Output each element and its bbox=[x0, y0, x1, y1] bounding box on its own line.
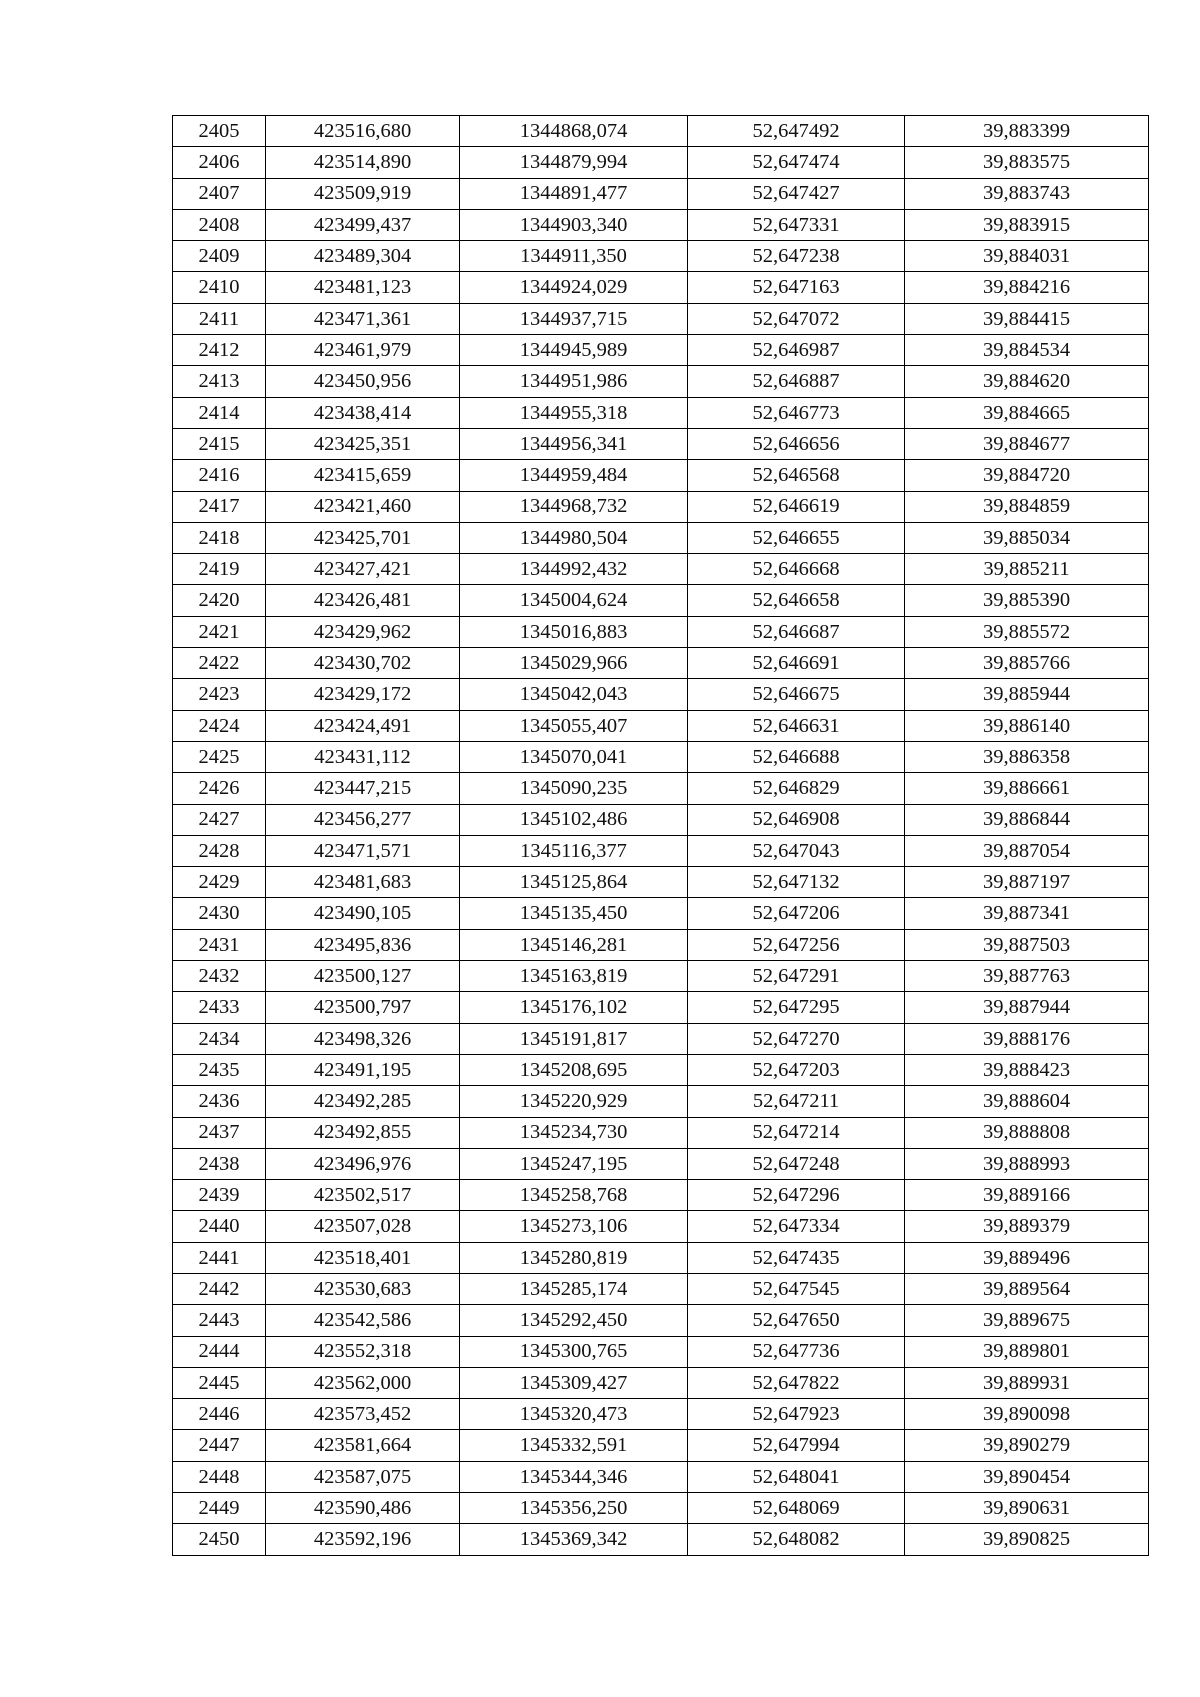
y-coordinate-cell: 1344924,029 bbox=[460, 272, 688, 303]
table-row bbox=[173, 116, 1149, 147]
x-coordinate-cell: 423500,127 bbox=[266, 961, 460, 992]
y-coordinate-cell: 1344945,989 bbox=[460, 335, 688, 366]
point-number-cell: 2437 bbox=[173, 1117, 266, 1148]
latitude-cell: 52,646688 bbox=[688, 741, 905, 772]
y-coordinate-cell: 1345258,768 bbox=[460, 1180, 688, 1211]
y-coordinate-cell: 1344959,484 bbox=[460, 460, 688, 491]
table-row bbox=[173, 1336, 1149, 1367]
y-coordinate-cell: 1345280,819 bbox=[460, 1242, 688, 1273]
point-number-cell: 2414 bbox=[173, 397, 266, 428]
x-coordinate-cell: 423552,318 bbox=[266, 1336, 460, 1367]
latitude-cell: 52,647203 bbox=[688, 1054, 905, 1085]
x-coordinate-cell: 423499,437 bbox=[266, 209, 460, 240]
table-row bbox=[173, 303, 1149, 334]
y-coordinate-cell: 1345146,281 bbox=[460, 929, 688, 960]
latitude-cell: 52,647214 bbox=[688, 1117, 905, 1148]
y-coordinate-cell: 1345273,106 bbox=[460, 1211, 688, 1242]
y-coordinate-cell: 1345070,041 bbox=[460, 741, 688, 772]
longitude-cell: 39,889564 bbox=[905, 1273, 1149, 1304]
latitude-cell: 52,647132 bbox=[688, 867, 905, 898]
table-row bbox=[173, 1273, 1149, 1304]
y-coordinate-cell: 1344891,477 bbox=[460, 178, 688, 209]
y-coordinate-cell: 1345356,250 bbox=[460, 1493, 688, 1524]
longitude-cell: 39,888808 bbox=[905, 1117, 1149, 1148]
latitude-cell: 52,648082 bbox=[688, 1524, 905, 1555]
y-coordinate-cell: 1344955,318 bbox=[460, 397, 688, 428]
coordinates-table-body bbox=[173, 116, 1149, 1556]
table-row bbox=[173, 898, 1149, 929]
point-number-cell: 2405 bbox=[173, 116, 266, 147]
latitude-cell: 52,646829 bbox=[688, 773, 905, 804]
y-coordinate-cell: 1344951,986 bbox=[460, 366, 688, 397]
x-coordinate-cell: 423496,976 bbox=[266, 1148, 460, 1179]
y-coordinate-cell: 1345285,174 bbox=[460, 1273, 688, 1304]
longitude-cell: 39,885211 bbox=[905, 554, 1149, 585]
y-coordinate-cell: 1344868,074 bbox=[460, 116, 688, 147]
longitude-cell: 39,887944 bbox=[905, 992, 1149, 1023]
point-number-cell: 2450 bbox=[173, 1524, 266, 1555]
x-coordinate-cell: 423502,517 bbox=[266, 1180, 460, 1211]
point-number-cell: 2442 bbox=[173, 1273, 266, 1304]
point-number-cell: 2440 bbox=[173, 1211, 266, 1242]
longitude-cell: 39,884415 bbox=[905, 303, 1149, 334]
x-coordinate-cell: 423425,701 bbox=[266, 522, 460, 553]
table-row bbox=[173, 710, 1149, 741]
table-row bbox=[173, 522, 1149, 553]
point-number-cell: 2434 bbox=[173, 1023, 266, 1054]
x-coordinate-cell: 423492,285 bbox=[266, 1086, 460, 1117]
table-row bbox=[173, 585, 1149, 616]
x-coordinate-cell: 423421,460 bbox=[266, 491, 460, 522]
latitude-cell: 52,646658 bbox=[688, 585, 905, 616]
longitude-cell: 39,890098 bbox=[905, 1399, 1149, 1430]
x-coordinate-cell: 423450,956 bbox=[266, 366, 460, 397]
table-row bbox=[173, 1054, 1149, 1085]
point-number-cell: 2424 bbox=[173, 710, 266, 741]
x-coordinate-cell: 423431,112 bbox=[266, 741, 460, 772]
longitude-cell: 39,884620 bbox=[905, 366, 1149, 397]
x-coordinate-cell: 423489,304 bbox=[266, 241, 460, 272]
table-row bbox=[173, 1086, 1149, 1117]
point-number-cell: 2432 bbox=[173, 961, 266, 992]
latitude-cell: 52,646908 bbox=[688, 804, 905, 835]
x-coordinate-cell: 423456,277 bbox=[266, 804, 460, 835]
table-row bbox=[173, 1242, 1149, 1273]
table-row bbox=[173, 929, 1149, 960]
longitude-cell: 39,886140 bbox=[905, 710, 1149, 741]
x-coordinate-cell: 423471,361 bbox=[266, 303, 460, 334]
point-number-cell: 2447 bbox=[173, 1430, 266, 1461]
point-number-cell: 2439 bbox=[173, 1180, 266, 1211]
latitude-cell: 52,646675 bbox=[688, 679, 905, 710]
table-row bbox=[173, 1461, 1149, 1492]
latitude-cell: 52,646631 bbox=[688, 710, 905, 741]
y-coordinate-cell: 1345116,377 bbox=[460, 835, 688, 866]
x-coordinate-cell: 423424,491 bbox=[266, 710, 460, 741]
latitude-cell: 52,646773 bbox=[688, 397, 905, 428]
y-coordinate-cell: 1345090,235 bbox=[460, 773, 688, 804]
longitude-cell: 39,888993 bbox=[905, 1148, 1149, 1179]
longitude-cell: 39,890279 bbox=[905, 1430, 1149, 1461]
longitude-cell: 39,889166 bbox=[905, 1180, 1149, 1211]
latitude-cell: 52,646687 bbox=[688, 616, 905, 647]
table-row bbox=[173, 428, 1149, 459]
x-coordinate-cell: 423592,196 bbox=[266, 1524, 460, 1555]
y-coordinate-cell: 1344879,994 bbox=[460, 147, 688, 178]
y-coordinate-cell: 1344968,732 bbox=[460, 491, 688, 522]
longitude-cell: 39,888423 bbox=[905, 1054, 1149, 1085]
x-coordinate-cell: 423581,664 bbox=[266, 1430, 460, 1461]
table-row bbox=[173, 1493, 1149, 1524]
point-number-cell: 2436 bbox=[173, 1086, 266, 1117]
latitude-cell: 52,647248 bbox=[688, 1148, 905, 1179]
table-row bbox=[173, 272, 1149, 303]
table-row bbox=[173, 1117, 1149, 1148]
x-coordinate-cell: 423514,890 bbox=[266, 147, 460, 178]
longitude-cell: 39,889801 bbox=[905, 1336, 1149, 1367]
table-row bbox=[173, 679, 1149, 710]
latitude-cell: 52,647994 bbox=[688, 1430, 905, 1461]
table-row bbox=[173, 992, 1149, 1023]
latitude-cell: 52,647331 bbox=[688, 209, 905, 240]
point-number-cell: 2409 bbox=[173, 241, 266, 272]
y-coordinate-cell: 1345029,966 bbox=[460, 648, 688, 679]
y-coordinate-cell: 1345292,450 bbox=[460, 1305, 688, 1336]
x-coordinate-cell: 423530,683 bbox=[266, 1273, 460, 1304]
latitude-cell: 52,647291 bbox=[688, 961, 905, 992]
longitude-cell: 39,889675 bbox=[905, 1305, 1149, 1336]
longitude-cell: 39,883575 bbox=[905, 147, 1149, 178]
table-row bbox=[173, 835, 1149, 866]
latitude-cell: 52,647072 bbox=[688, 303, 905, 334]
longitude-cell: 39,889496 bbox=[905, 1242, 1149, 1273]
point-number-cell: 2420 bbox=[173, 585, 266, 616]
x-coordinate-cell: 423490,105 bbox=[266, 898, 460, 929]
latitude-cell: 52,647270 bbox=[688, 1023, 905, 1054]
x-coordinate-cell: 423542,586 bbox=[266, 1305, 460, 1336]
point-number-cell: 2407 bbox=[173, 178, 266, 209]
point-number-cell: 2428 bbox=[173, 835, 266, 866]
y-coordinate-cell: 1345320,473 bbox=[460, 1399, 688, 1430]
x-coordinate-cell: 423509,919 bbox=[266, 178, 460, 209]
longitude-cell: 39,884720 bbox=[905, 460, 1149, 491]
point-number-cell: 2411 bbox=[173, 303, 266, 334]
table-row bbox=[173, 491, 1149, 522]
x-coordinate-cell: 423492,855 bbox=[266, 1117, 460, 1148]
latitude-cell: 52,647296 bbox=[688, 1180, 905, 1211]
latitude-cell: 52,646655 bbox=[688, 522, 905, 553]
longitude-cell: 39,888176 bbox=[905, 1023, 1149, 1054]
latitude-cell: 52,646568 bbox=[688, 460, 905, 491]
point-number-cell: 2418 bbox=[173, 522, 266, 553]
latitude-cell: 52,646691 bbox=[688, 648, 905, 679]
y-coordinate-cell: 1345004,624 bbox=[460, 585, 688, 616]
x-coordinate-cell: 423425,351 bbox=[266, 428, 460, 459]
x-coordinate-cell: 423495,836 bbox=[266, 929, 460, 960]
longitude-cell: 39,885572 bbox=[905, 616, 1149, 647]
latitude-cell: 52,648041 bbox=[688, 1461, 905, 1492]
longitude-cell: 39,888604 bbox=[905, 1086, 1149, 1117]
longitude-cell: 39,884859 bbox=[905, 491, 1149, 522]
point-number-cell: 2423 bbox=[173, 679, 266, 710]
table-row bbox=[173, 961, 1149, 992]
latitude-cell: 52,647295 bbox=[688, 992, 905, 1023]
y-coordinate-cell: 1344980,504 bbox=[460, 522, 688, 553]
table-row bbox=[173, 1430, 1149, 1461]
table-row bbox=[173, 1367, 1149, 1398]
latitude-cell: 52,646887 bbox=[688, 366, 905, 397]
point-number-cell: 2421 bbox=[173, 616, 266, 647]
table-row bbox=[173, 804, 1149, 835]
y-coordinate-cell: 1345300,765 bbox=[460, 1336, 688, 1367]
table-row bbox=[173, 1399, 1149, 1430]
point-number-cell: 2406 bbox=[173, 147, 266, 178]
x-coordinate-cell: 423427,421 bbox=[266, 554, 460, 585]
y-coordinate-cell: 1345135,450 bbox=[460, 898, 688, 929]
y-coordinate-cell: 1345332,591 bbox=[460, 1430, 688, 1461]
x-coordinate-cell: 423481,123 bbox=[266, 272, 460, 303]
latitude-cell: 52,647492 bbox=[688, 116, 905, 147]
longitude-cell: 39,884031 bbox=[905, 241, 1149, 272]
point-number-cell: 2427 bbox=[173, 804, 266, 835]
table-row bbox=[173, 209, 1149, 240]
point-number-cell: 2429 bbox=[173, 867, 266, 898]
latitude-cell: 52,647545 bbox=[688, 1273, 905, 1304]
longitude-cell: 39,885390 bbox=[905, 585, 1149, 616]
latitude-cell: 52,647736 bbox=[688, 1336, 905, 1367]
longitude-cell: 39,883399 bbox=[905, 116, 1149, 147]
longitude-cell: 39,889379 bbox=[905, 1211, 1149, 1242]
table-row bbox=[173, 366, 1149, 397]
point-number-cell: 2444 bbox=[173, 1336, 266, 1367]
y-coordinate-cell: 1345309,427 bbox=[460, 1367, 688, 1398]
latitude-cell: 52,647256 bbox=[688, 929, 905, 960]
x-coordinate-cell: 423498,326 bbox=[266, 1023, 460, 1054]
x-coordinate-cell: 423426,481 bbox=[266, 585, 460, 616]
y-coordinate-cell: 1345016,883 bbox=[460, 616, 688, 647]
point-number-cell: 2417 bbox=[173, 491, 266, 522]
latitude-cell: 52,648069 bbox=[688, 1493, 905, 1524]
x-coordinate-cell: 423518,401 bbox=[266, 1242, 460, 1273]
x-coordinate-cell: 423481,683 bbox=[266, 867, 460, 898]
x-coordinate-cell: 423430,702 bbox=[266, 648, 460, 679]
x-coordinate-cell: 423507,028 bbox=[266, 1211, 460, 1242]
longitude-cell: 39,886358 bbox=[905, 741, 1149, 772]
point-number-cell: 2446 bbox=[173, 1399, 266, 1430]
x-coordinate-cell: 423429,172 bbox=[266, 679, 460, 710]
table-row bbox=[173, 178, 1149, 209]
point-number-cell: 2425 bbox=[173, 741, 266, 772]
point-number-cell: 2448 bbox=[173, 1461, 266, 1492]
y-coordinate-cell: 1345234,730 bbox=[460, 1117, 688, 1148]
table-row bbox=[173, 335, 1149, 366]
y-coordinate-cell: 1345220,929 bbox=[460, 1086, 688, 1117]
latitude-cell: 52,647334 bbox=[688, 1211, 905, 1242]
table-row bbox=[173, 460, 1149, 491]
longitude-cell: 39,883743 bbox=[905, 178, 1149, 209]
point-number-cell: 2445 bbox=[173, 1367, 266, 1398]
table-row bbox=[173, 741, 1149, 772]
coordinates-table bbox=[172, 115, 1149, 1556]
point-number-cell: 2431 bbox=[173, 929, 266, 960]
table-row bbox=[173, 773, 1149, 804]
longitude-cell: 39,887763 bbox=[905, 961, 1149, 992]
longitude-cell: 39,890825 bbox=[905, 1524, 1149, 1555]
point-number-cell: 2430 bbox=[173, 898, 266, 929]
table-row bbox=[173, 1305, 1149, 1336]
point-number-cell: 2443 bbox=[173, 1305, 266, 1336]
longitude-cell: 39,887197 bbox=[905, 867, 1149, 898]
y-coordinate-cell: 1345042,043 bbox=[460, 679, 688, 710]
longitude-cell: 39,887341 bbox=[905, 898, 1149, 929]
point-number-cell: 2408 bbox=[173, 209, 266, 240]
y-coordinate-cell: 1344937,715 bbox=[460, 303, 688, 334]
table-row bbox=[173, 241, 1149, 272]
table-row bbox=[173, 397, 1149, 428]
longitude-cell: 39,886661 bbox=[905, 773, 1149, 804]
point-number-cell: 2412 bbox=[173, 335, 266, 366]
latitude-cell: 52,646668 bbox=[688, 554, 905, 585]
table-row bbox=[173, 1524, 1149, 1555]
point-number-cell: 2435 bbox=[173, 1054, 266, 1085]
latitude-cell: 52,647211 bbox=[688, 1086, 905, 1117]
y-coordinate-cell: 1345344,346 bbox=[460, 1461, 688, 1492]
y-coordinate-cell: 1345191,817 bbox=[460, 1023, 688, 1054]
latitude-cell: 52,647923 bbox=[688, 1399, 905, 1430]
latitude-cell: 52,646987 bbox=[688, 335, 905, 366]
longitude-cell: 39,887503 bbox=[905, 929, 1149, 960]
point-number-cell: 2415 bbox=[173, 428, 266, 459]
y-coordinate-cell: 1345369,342 bbox=[460, 1524, 688, 1555]
table-row bbox=[173, 1180, 1149, 1211]
latitude-cell: 52,646656 bbox=[688, 428, 905, 459]
y-coordinate-cell: 1345247,195 bbox=[460, 1148, 688, 1179]
latitude-cell: 52,647043 bbox=[688, 835, 905, 866]
longitude-cell: 39,884665 bbox=[905, 397, 1149, 428]
longitude-cell: 39,884677 bbox=[905, 428, 1149, 459]
latitude-cell: 52,647206 bbox=[688, 898, 905, 929]
x-coordinate-cell: 423516,680 bbox=[266, 116, 460, 147]
y-coordinate-cell: 1345176,102 bbox=[460, 992, 688, 1023]
x-coordinate-cell: 423438,414 bbox=[266, 397, 460, 428]
x-coordinate-cell: 423573,452 bbox=[266, 1399, 460, 1430]
latitude-cell: 52,647474 bbox=[688, 147, 905, 178]
longitude-cell: 39,883915 bbox=[905, 209, 1149, 240]
point-number-cell: 2419 bbox=[173, 554, 266, 585]
point-number-cell: 2438 bbox=[173, 1148, 266, 1179]
longitude-cell: 39,890454 bbox=[905, 1461, 1149, 1492]
latitude-cell: 52,647163 bbox=[688, 272, 905, 303]
latitude-cell: 52,647435 bbox=[688, 1242, 905, 1273]
latitude-cell: 52,647822 bbox=[688, 1367, 905, 1398]
y-coordinate-cell: 1344903,340 bbox=[460, 209, 688, 240]
table-row bbox=[173, 1148, 1149, 1179]
x-coordinate-cell: 423461,979 bbox=[266, 335, 460, 366]
longitude-cell: 39,884216 bbox=[905, 272, 1149, 303]
latitude-cell: 52,647427 bbox=[688, 178, 905, 209]
point-number-cell: 2426 bbox=[173, 773, 266, 804]
x-coordinate-cell: 423562,000 bbox=[266, 1367, 460, 1398]
y-coordinate-cell: 1344992,432 bbox=[460, 554, 688, 585]
y-coordinate-cell: 1345208,695 bbox=[460, 1054, 688, 1085]
table-row bbox=[173, 1023, 1149, 1054]
longitude-cell: 39,890631 bbox=[905, 1493, 1149, 1524]
longitude-cell: 39,884534 bbox=[905, 335, 1149, 366]
longitude-cell: 39,885766 bbox=[905, 648, 1149, 679]
x-coordinate-cell: 423429,962 bbox=[266, 616, 460, 647]
x-coordinate-cell: 423590,486 bbox=[266, 1493, 460, 1524]
x-coordinate-cell: 423491,195 bbox=[266, 1054, 460, 1085]
x-coordinate-cell: 423471,571 bbox=[266, 835, 460, 866]
y-coordinate-cell: 1345055,407 bbox=[460, 710, 688, 741]
longitude-cell: 39,889931 bbox=[905, 1367, 1149, 1398]
table-row bbox=[173, 648, 1149, 679]
latitude-cell: 52,647238 bbox=[688, 241, 905, 272]
point-number-cell: 2422 bbox=[173, 648, 266, 679]
y-coordinate-cell: 1345125,864 bbox=[460, 867, 688, 898]
longitude-cell: 39,885034 bbox=[905, 522, 1149, 553]
point-number-cell: 2441 bbox=[173, 1242, 266, 1273]
table-row bbox=[173, 554, 1149, 585]
point-number-cell: 2433 bbox=[173, 992, 266, 1023]
longitude-cell: 39,885944 bbox=[905, 679, 1149, 710]
x-coordinate-cell: 423415,659 bbox=[266, 460, 460, 491]
point-number-cell: 2449 bbox=[173, 1493, 266, 1524]
x-coordinate-cell: 423447,215 bbox=[266, 773, 460, 804]
table-row bbox=[173, 616, 1149, 647]
table-row bbox=[173, 147, 1149, 178]
table-row bbox=[173, 867, 1149, 898]
point-number-cell: 2410 bbox=[173, 272, 266, 303]
x-coordinate-cell: 423500,797 bbox=[266, 992, 460, 1023]
latitude-cell: 52,646619 bbox=[688, 491, 905, 522]
point-number-cell: 2413 bbox=[173, 366, 266, 397]
point-number-cell: 2416 bbox=[173, 460, 266, 491]
y-coordinate-cell: 1344911,350 bbox=[460, 241, 688, 272]
table-row bbox=[173, 1211, 1149, 1242]
y-coordinate-cell: 1344956,341 bbox=[460, 428, 688, 459]
longitude-cell: 39,887054 bbox=[905, 835, 1149, 866]
y-coordinate-cell: 1345163,819 bbox=[460, 961, 688, 992]
y-coordinate-cell: 1345102,486 bbox=[460, 804, 688, 835]
longitude-cell: 39,886844 bbox=[905, 804, 1149, 835]
latitude-cell: 52,647650 bbox=[688, 1305, 905, 1336]
x-coordinate-cell: 423587,075 bbox=[266, 1461, 460, 1492]
